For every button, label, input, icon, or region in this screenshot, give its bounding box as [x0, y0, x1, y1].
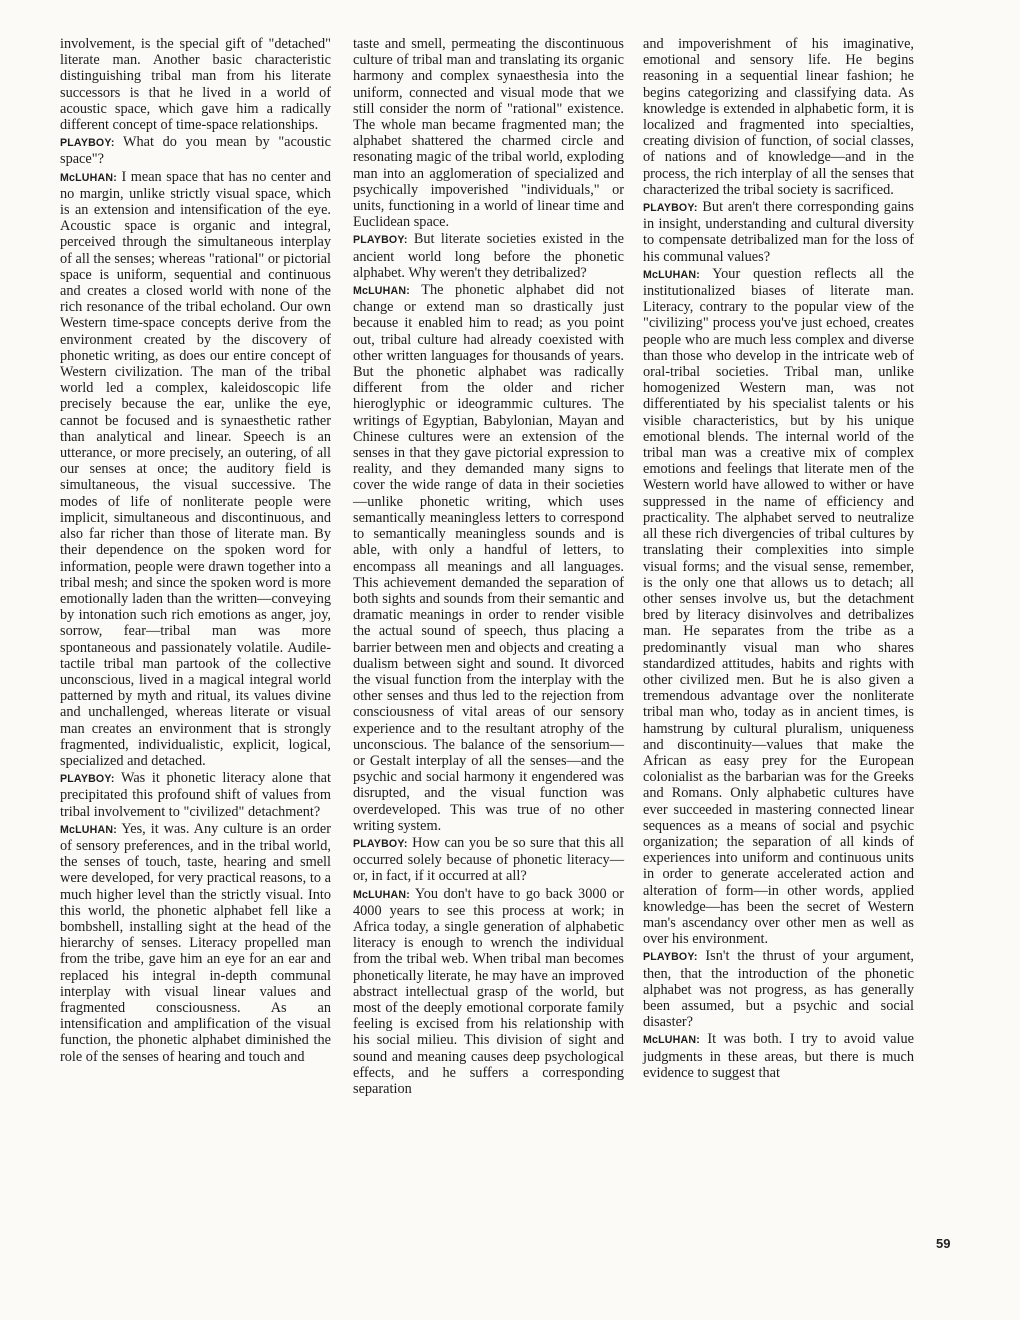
- interview-paragraph: [60, 134, 331, 167]
- speaker-label-playboy: PLAYBOY:: [353, 234, 408, 247]
- speaker-label-playboy: PLAYBOY:: [643, 202, 698, 215]
- paragraph-text: What do you mean by "acoustic space"?: [60, 134, 331, 168]
- speaker-label-mcluhan: McLUHAN:: [643, 1034, 700, 1047]
- text-column-1: [60, 36, 331, 1065]
- paragraph-text: I mean space that has no center and no margin, unlike strictly visual space, which is an extension and intensification of the eye. Acoustic space is organic and integral, perceived through the simultaneous interplay of all the senses; whereas "rational" or pictorial space is uniform, sequential and continuous and creates a closed world with none of the rich resonance of the tribal echoland. Our own Western time-space concepts derive from the environment created by the discovery of phonetic writing, as does our entire concept of Western civilization. The man of the tribal world led a complex, kaleidoscopic life precisely because the ear, unlike the eye, cannot be focused and is synaesthetic rather than analytical and linear. Speech is an utterance, or more precisely, an outering, of all our senses at once; the auditory field is simultaneous, the visual successive. The modes of life of nonliterate people were implicit, simultaneous and discontinuous, and also far richer than those of literate man. By their dependence on the spoken word for information, people were drawn together into a tribal mesh; and since the spoken word is more emotionally laden than the written—conveying by intonation such rich emotions as anger, joy, sorrow, fear—tribal man was more spontaneous and passionately volatile. Audile-tactile tribal man partook of the collective unconscious, lived in a magical integral world patterned by myth and ritual, its values divine and unchallenged, whereas literate or visual man creates an environment that is strongly fragmented, individualistic, explicit, logical, specialized and detached.: [60, 168, 331, 769]
- paragraph-text: The phonetic alphabet did not change or extend man so drastically just because it enabled him to read; as you point out, tribal culture had already coexisted with other written languages for thousands of years. But the phonetic alphabet was radically different from the older and richer hieroglyphic or ideogrammic cultures. The writings of Egyptian, Babylonian, Mayan and Chinese cultures were an extension of the senses in that they gave pictorial expression to reality, and they demanded many signs to cover the wide range of data in their societies—unlike phonetic writing, which uses semantically meaningless letters to correspond to semantically meaningless sounds and is able, with only a handful of letters, to encompass all meanings and all languages. This achievement demanded the separation of both sights and sounds from their semantic and dramatic meanings in order to render visible the actual sound of speech, thus placing a barrier between men and objects and creating a dualism between sight and sound. It divorced the visual function from the interplay with the other senses and thus led to the rejection from consciousness of vital areas of our sensory experience and to the resultant atrophy of the unconscious. The balance of the sensorium—or Gestalt interplay of all the senses—and the psychic and social harmony it engendered was disrupted, and the visual function was overdeveloped. This was true of no other writing system.: [353, 282, 624, 834]
- speaker-label-mcluhan: McLUHAN:: [353, 285, 410, 298]
- page-number: 59: [936, 1236, 951, 1251]
- paragraph-text: How can you be so sure that this all occurred solely because of phonetic literacy—or, in fact, if it occurred at all?: [353, 834, 624, 885]
- text-column-2: [353, 36, 624, 1097]
- paragraph-text: involvement, is the special gift of "detached" literate man. Another basic characteristic distinguishing tribal man from his literate successors is that he lived in a world of acoustic space, which gave him a radically different concept of time-space relationships.: [60, 36, 331, 134]
- paragraph-text: You don't have to go back 3000 or 4000 years to see this process at work; in Africa today, a single generation of alphabetic literacy is enough to wrench the individual from the tribal web. When tribal man becomes phonetically literate, he may have an improved abstract intellectual grasp of the world, but most of the deeply emotional corporate family feeling is excised from his relationship with his social milieu. This division of sight and sound and meaning causes deep psychological effects, and he suffers a corresponding separation: [353, 885, 625, 1097]
- paragraph-text: Isn't the thrust of your argument, then, that the introduction of the phonetic alphabet was not progress, as has generally been assumed, but a psychic and social disaster?: [643, 948, 914, 1031]
- paragraph-text: taste and smell, permeating the discontinuous culture of tribal man and translating its organic harmony and complex synaesthesia into the uniform, connected and visual mode that we still consider the norm of "rational" existence. The whole man became fragmented man; the alphabet shattered the charmed circle and resonating magic of the tribal world, exploding man into an agglomeration of specialized and psychically impoverished "individuals," or units, functioning in a world of linear time and Euclidean space.: [353, 36, 624, 231]
- speaker-label-mcluhan: McLUHAN:: [643, 268, 700, 281]
- paragraph-text: Yes, it was. Any culture is an order of sensory preferences, and in the tribal world, the senses of touch, taste, hearing and smell were developed, for very practical reasons, to a much higher level than the strictly visual. Into this world, the phonetic alphabet fell like a bombshell, installing sight at the head of the hierarchy of senses. Literacy propelled man from the tribe, gave him an eye for an ear and replaced his integral in-depth communal interplay with visual linear values and fragmented consciousness. As an intensification and amplification of the visual function, the phonetic alphabet diminished the role of the senses of hearing and touch and: [60, 820, 332, 1065]
- continued-paragraph: [353, 36, 624, 230]
- paragraph-text: Your question reflects all the institutionalized biases of literate man. Literacy, contrary to the popular view of the "civilizing" process you've just echoed, creates people who are much less complex and diverse than those who develop in the intricate web of oral-tribal societies. Tribal man, unlike homogenized Western man, was not differentiated by his specialist talents or his visible characteristics, but by his unique emotional blends. The internal world of the tribal man was a creative mix of complex emotions and feelings that literate men of the Western world have allowed to wither or have suppressed in the name of efficiency and practicality. The alphabet served to neutralize all these rich divergencies of tribal cultures by translating their complexities into simple visual forms; and the visual sense, remember, is the only one that allows us to detach; all other senses involve us, but the detachment bred by literacy disinvolves and detribalizes man. He separates from the tribe as a predominantly visual man who shares standardized attitudes, habits and rights with other civilized men. But he is also given a tremendous advantage over the nonliterate tribal man who, today as in ancient times, is hamstrung by cultural pluralism, uniqueness and discontinuity—values that make the African as easy prey for the European colonialist as the barbarian was for the Greeks and Romans. Only alphabetic cultures have ever succeeded in mastering connected linear sequences as a means of social and psychic organization; the separation of all kinds of experiences into uniform and continuous units in order to generate accelerated action and alteration of form—in other words, applied knowledge—has been the secret of Western man's ascendancy over other men as well as over his environment.: [643, 265, 914, 948]
- magazine-page: [60, 36, 938, 1268]
- paragraph-text: It was both. I try to avoid value judgments in these areas, but there is much evidence to suggest that: [643, 1031, 914, 1081]
- interview-paragraph: [353, 282, 624, 834]
- interview-paragraph: [60, 770, 331, 820]
- speaker-label-playboy: PLAYBOY:: [643, 951, 698, 964]
- speaker-label-playboy: PLAYBOY:: [60, 773, 115, 786]
- speaker-label-mcluhan: McLUHAN:: [60, 171, 117, 184]
- interview-paragraph: [643, 948, 914, 1030]
- continued-paragraph: [60, 36, 331, 133]
- text-column-3: [643, 36, 914, 1081]
- interview-paragraph: [60, 169, 331, 770]
- speaker-label-mcluhan: McLUHAN:: [353, 888, 410, 901]
- paragraph-text: But aren't there corresponding gains in insight, understanding and cultural diversity to compensate detribalized man for the loss of his communal values?: [643, 199, 914, 265]
- paragraph-text: and impoverishment of his imaginative, emotional and sensory life. He begins reasoning in a sequential linear fashion; he begins categorizing and classifying data. As knowledge is extended in alphabetic form, it is localized and fragmented into specialties, creating division of function, of social classes, of nations and of knowledge—and in the process, the rich interplay of all the senses that characterized the tribal society is sacrificed.: [643, 36, 914, 198]
- speaker-label-playboy: PLAYBOY:: [60, 137, 115, 150]
- interview-paragraph: [353, 886, 624, 1098]
- speaker-label-playboy: PLAYBOY:: [353, 837, 408, 850]
- interview-paragraph: [643, 266, 914, 948]
- interview-paragraph: [60, 821, 331, 1065]
- continued-paragraph: [643, 36, 914, 198]
- speaker-label-mcluhan: McLUHAN:: [60, 823, 117, 836]
- paragraph-text: Was it phonetic literacy alone that precipitated this profound shift of values from tribal involvement to "civilized" detachment?: [60, 770, 331, 820]
- interview-paragraph: [353, 835, 624, 885]
- paragraph-text: But literate societies existed in the ancient world long before the phonetic alphabet. Why weren't they detribalized?: [353, 231, 624, 281]
- interview-paragraph: [643, 199, 914, 265]
- interview-paragraph: [643, 1031, 914, 1081]
- interview-paragraph: [353, 231, 624, 281]
